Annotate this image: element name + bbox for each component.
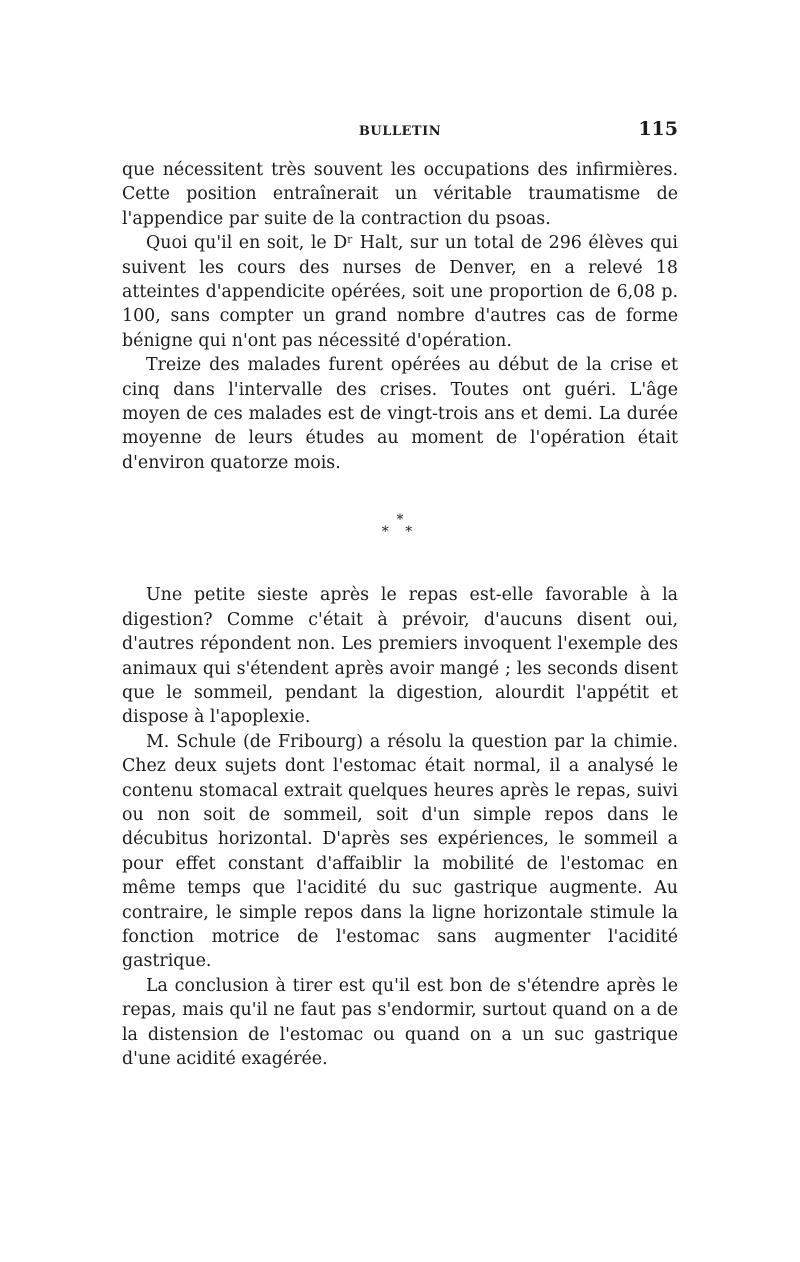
document-page [122, 116, 678, 1071]
asterism-bottom: * * [381, 524, 419, 541]
asterism-divider [122, 475, 678, 583]
section-sieste [122, 583, 678, 1071]
paragraph: que nécessitent très souvent les occupations des infirmières. Cette position entraînerait un véritable traumatisme de l'appendice par suite de la contraction du psoas. [122, 160, 678, 229]
paragraph: M. Schule (de Fribourg) a résolu la question par la chimie. Chez deux sujets dont l'estomac était normal, il a analysé le contenu stomacal extrait quelques heures après le repas, suivi ou non soit de sommeil, soit d'un simple repos dans le décubitus horizontal. D'après ses expériences, le sommeil a pour effet constant d'affaiblir la mobilité de l'estomac en même temps que l'acidité du suc gastrique augmente. Au contraire, le simple repos dans la ligne horizontale stimule la fonction motrice de l'estomac sans augmenter l'acidité gastrique. [122, 731, 678, 972]
running-header [122, 116, 678, 150]
paragraph: Une petite sieste après le repas est-elle favorable à la digestion? Comme c'était à prévoir, d'aucuns disent oui, d'autres répondent non. Les premiers invoquent l'exemple des animaux qui s'étendent après avoir mangé ; les seconds disent que le sommeil, pendant la digestion, alourdit l'appétit et dispose à l'apoplexie. [122, 585, 678, 728]
section-appendicitis [122, 158, 678, 475]
paragraph: Treize des malades furent opérées au début de la crise et cinq dans l'intervalle des crises. Toutes ont guéri. L'âge moyen de ces malades est de vingt-trois ans et demi. La durée moyenne de leurs études au moment de l'opération était d'environ quatorze mois. [122, 355, 678, 473]
asterism-top: * [396, 512, 404, 529]
page-number: 115 [638, 118, 678, 140]
running-title: BULLETIN [358, 124, 442, 139]
paragraph: Quoi qu'il en soit, le Dʳ Halt, sur un total de 296 élèves qui suivent les cours des nurses de Denver, en a relevé 18 atteintes d'appendicite opérées, soit une proportion de 6,08 p. 100, sans compter un grand nombre d'autres cas de forme bénigne qui n'ont pas nécessité d'opération. [122, 233, 678, 351]
paragraph: La conclusion à tirer est qu'il est bon de s'étendre après le repas, mais qu'il ne faut pas s'endormir, surtout quand on a de la distension de l'estomac ou quand on a un suc gastrique d'une acidité exagérée. [122, 975, 678, 1069]
